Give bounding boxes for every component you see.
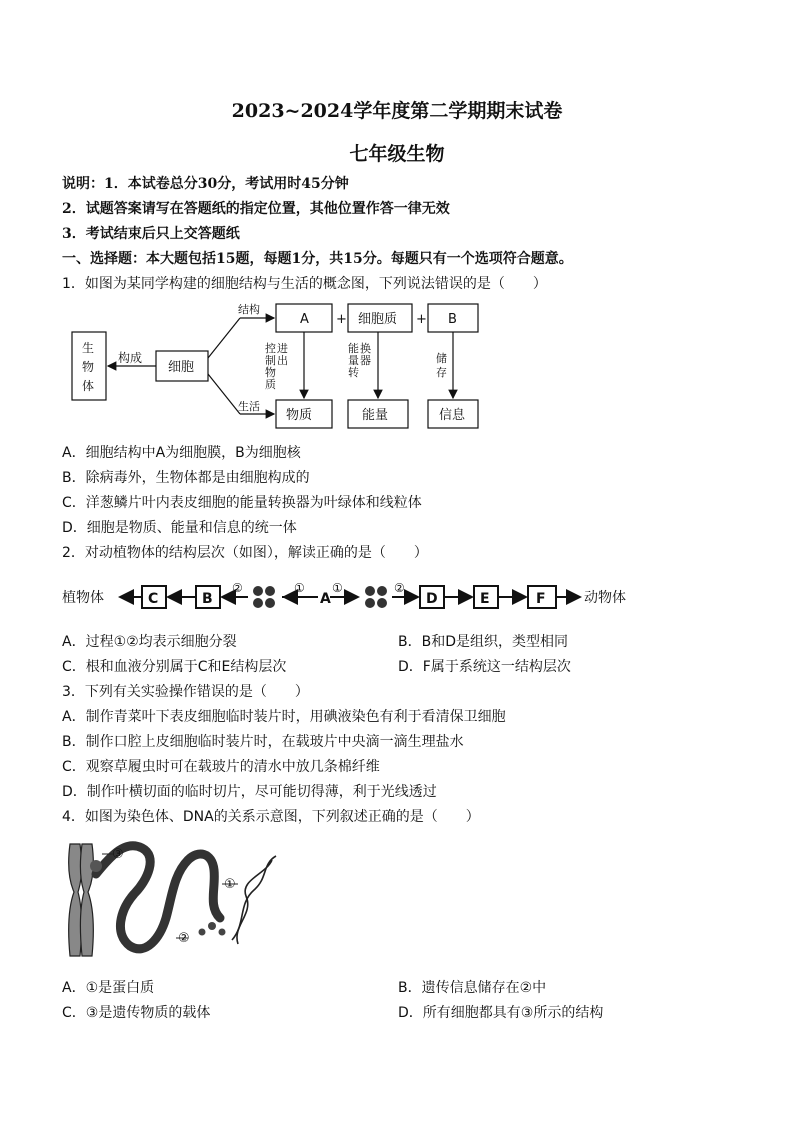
svg-text:②: ② [394, 581, 405, 595]
q3-option-d: D．制作叶横切面的临时切片，尽可能切得薄，利于光线透过 [62, 784, 437, 800]
svg-text:A: A [320, 591, 331, 607]
q4-stem: 4．如图为染色体、DNA的关系示意图，下列叙述正确的是（ ） [62, 809, 480, 825]
q4-chromosome-diagram [62, 834, 302, 964]
section-heading: 一、选择题：本大题包括15题，每题1分，共15分。每题只有一个选项符合题意。 [62, 251, 573, 267]
q2-option-c: C．根和血液分别属于C和E结构层次 [62, 659, 287, 675]
q1-concept-map [60, 296, 490, 436]
svg-text:②: ② [178, 931, 190, 946]
svg-text:C: C [148, 591, 159, 607]
svg-text:+: + [336, 312, 347, 327]
cell-cluster-right [365, 586, 387, 608]
q4-option-b: B．遗传信息储存在②中 [398, 980, 547, 996]
q2-option-d: D．F属于系统这一结构层次 [398, 659, 571, 675]
q1-option-c: C．洋葱鳞片叶内表皮细胞的能量转换器为叶绿体和线粒体 [62, 495, 422, 511]
svg-text:体: 体 [82, 379, 95, 393]
svg-text:①: ① [332, 581, 343, 595]
svg-text:+: + [416, 312, 427, 327]
svg-text:生: 生 [82, 341, 95, 355]
svg-text:A: A [300, 312, 309, 327]
q3-option-a: A．制作青菜叶下表皮细胞临时装片时，用碘液染色有利于看清保卫细胞 [62, 709, 506, 725]
svg-text:能: 能 [348, 342, 359, 355]
svg-text:D: D [426, 591, 438, 607]
svg-text:细胞质: 细胞质 [358, 312, 398, 327]
svg-text:质: 质 [265, 378, 276, 391]
svg-text:植物体: 植物体 [62, 590, 104, 606]
q2-stem: 2．对动植物体的结构层次（如图），解读正确的是（ ） [62, 545, 428, 561]
svg-text:①: ① [294, 581, 305, 595]
svg-text:出: 出 [277, 354, 288, 367]
svg-text:能量: 能量 [362, 408, 389, 423]
svg-text:③: ③ [112, 847, 124, 862]
q2-option-a: A．过程①②均表示细胞分裂 [62, 634, 237, 650]
svg-text:①: ① [224, 877, 236, 892]
q2-level-diagram [62, 578, 642, 618]
svg-text:信息: 信息 [439, 408, 466, 423]
instruction-3: 3．考试结束后只上交答题纸 [62, 226, 240, 242]
svg-text:控: 控 [265, 342, 276, 355]
q3-option-b: B．制作口腔上皮细胞临时装片时，在载玻片中央滴一滴生理盐水 [62, 734, 464, 750]
svg-text:器: 器 [360, 354, 371, 367]
svg-text:结构: 结构 [238, 303, 260, 316]
svg-text:制: 制 [265, 354, 276, 367]
chromosome-shape [69, 844, 94, 956]
q1-option-a: A．细胞结构中A为细胞膜，B为细胞核 [62, 445, 301, 461]
q4-option-a: A．①是蛋白质 [62, 980, 155, 996]
svg-text:转: 转 [348, 366, 359, 379]
svg-text:F: F [536, 591, 546, 607]
svg-text:E: E [480, 591, 490, 607]
exam-subtitle: 七年级生物 [349, 143, 445, 165]
svg-text:细胞: 细胞 [168, 360, 195, 375]
svg-text:存: 存 [436, 366, 447, 379]
q4-option-c: C．③是遗传物质的载体 [62, 1005, 211, 1021]
q3-option-c: C．观察草履虫时可在载玻片的清水中放几条棉纤维 [62, 759, 380, 775]
svg-text:②: ② [232, 581, 243, 595]
svg-text:物: 物 [265, 366, 276, 379]
q1-option-b: B．除病毒外，生物体都是由细胞构成的 [62, 470, 310, 486]
cell-cluster-left [253, 586, 275, 608]
svg-text:B: B [448, 312, 457, 327]
svg-text:物质: 物质 [286, 408, 313, 423]
instruction-2: 2．试题答案请写在答题纸的指定位置，其他位置作答一律无效 [62, 201, 450, 217]
q2-option-b: B．B和D是组织，类型相同 [398, 634, 568, 650]
svg-text:动物体: 动物体 [584, 590, 626, 606]
instruction-1: 说明：1．本试卷总分30分，考试用时45分钟 [62, 176, 349, 192]
q4-option-d: D．所有细胞都具有③所示的结构 [398, 1005, 604, 1021]
exam-title: 2023~2024学年度第二学期期末试卷 [231, 100, 563, 122]
q3-stem: 3．下列有关实验操作错误的是（ ） [62, 684, 309, 700]
svg-text:生活: 生活 [238, 400, 260, 413]
dna-helix [232, 856, 276, 944]
svg-text:进: 进 [277, 342, 288, 355]
q1-option-d: D．细胞是物质、能量和信息的统一体 [62, 520, 297, 536]
q1-stem: 1．如图为某同学构建的细胞结构与生活的概念图，下列说法错误的是（ ） [62, 276, 547, 292]
svg-text:换: 换 [360, 342, 371, 355]
svg-text:B: B [202, 591, 213, 607]
svg-text:储: 储 [436, 352, 447, 365]
svg-text:物: 物 [82, 360, 95, 374]
svg-text:量: 量 [348, 354, 359, 367]
svg-text:构成: 构成 [118, 351, 143, 365]
